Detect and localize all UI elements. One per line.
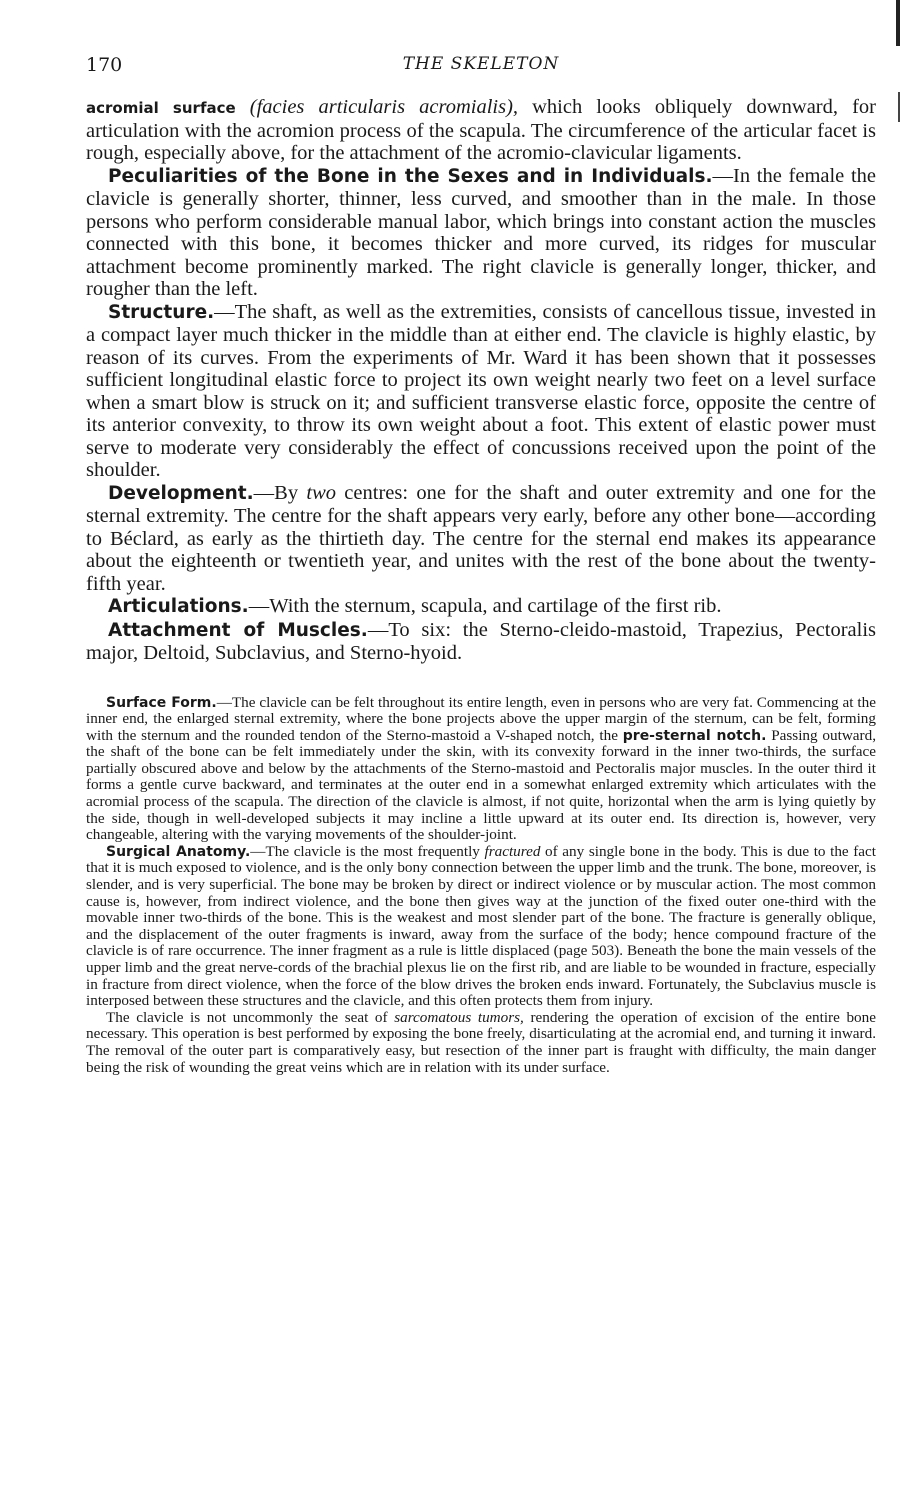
note-text: The clavicle is not uncommonly the seat of — [106, 1008, 395, 1026]
paragraph-structure — [86, 301, 876, 482]
paragraph-text: —With the sternum, scapula, and cartilage of the first rib. — [248, 595, 722, 617]
running-header — [86, 54, 876, 84]
paragraph-articulations — [86, 595, 876, 619]
paragraph-text: —By — [253, 481, 307, 504]
running-title: THE SKELETON — [402, 54, 560, 74]
section-heading: Development. — [108, 482, 254, 504]
page-edge-mark — [896, 0, 900, 46]
main-text — [86, 96, 876, 665]
note-text: —The clavicle can be felt throughout its entire length, even in persons who are very fat. Commencing at the inner end, the enlarged sternal extremity, where the bone projects above the upper margin of the sternum, can be felt, forming with the sternum and the rounded tendon of the Sterno-mastoid a V-shaped notch, the — [86, 693, 876, 744]
term-italic: two — [306, 481, 337, 504]
section-heading: Articulations. — [108, 596, 249, 617]
note-surface-form — [86, 695, 876, 844]
paragraph-text: —To six: the Sterno-cleido-mastoid, Trapezius, Pectoralis major, Deltoid, Subclavius, and Sterno-hyoid. — [86, 618, 876, 664]
paragraph-peculiarities — [86, 165, 876, 301]
note-text: of any single bone in the body. This is due to the fact that it is much exposed to violence, and is the only bony connection between the upper limb and the trunk. The bone, moreover, is slender, and is very superficial. The bone may be broken by direct or indirect violence or by muscular action. The most common cause is, however, from indirect violence, and the bone then gives way at the junction of the fixed outer one-third with the movable inner two-thirds of the bone. This is the weakest and most slender part of the bone. The fracture is generally oblique, and the displacement of the outer fragments is inward, away from the surface of the body; hence compound fracture of the clavicle is of rare occurrence. The inner fragment as a rule is little displaced (page 503). Beneath the bone the main vessels of the upper limb and the great nerve-cords of the brachial plexus lie on the first rib, and are liable to be wounded in fracture, especially in fracture from direct violence, when the force of the blow drives the broken ends inward. Fortunately, the Subclavius muscle is interposed between these structures and the clavicle, and this often protects them from injury. — [86, 842, 877, 1010]
note-surgical-anatomy — [86, 844, 876, 1010]
section-heading: Peculiarities of the Bone in the Sexes and in Individuals. — [108, 165, 713, 187]
note-sarcomatous-tumors — [86, 1010, 876, 1076]
note-text: rendering the operation of excision of the entire bone necessary. This operation is best performed by exposing the bone freely, disarticulating at the acromial end, and turning it inward. The removal of the outer part is comparatively easy, but resection of the inner part is fraught with difficulty, the main danger being the risk of wounding the great veins which are in relation with its under surface. — [86, 1008, 876, 1076]
paragraph-text: —In the female the clavicle is generally shorter, thinner, less curved, and smoother than in the male. In those persons who perform considerable manual labor, which brings into constant action the muscles connected with this bone, it becomes thicker and more curved, its ridges for muscular attachment become prominently marked. The right clavicle is generally longer, thicker, and rougher than the left. — [86, 164, 877, 300]
term-bold: pre-sternal notch. — [622, 727, 767, 744]
note-text: Passing outward, the shaft of the bone can be felt immediately under the skin, with its convexity forward in the inner two-thirds, the surface partially obscured above and below by the attachments of the Sterno-mastoid and Pectoralis major muscles. In the outer third it forms a gentle curve backward, and terminates at the outer end in a somewhat enlarged extremity which articulates with the acromial process of the scapula. The direction of the clavicle is almost, if not quite, horizontal when the arm is lying quietly by the side, though in well-developed subjects it may incline a little upward at its outer end. Its direction is, however, very changeable, altering with the varying movements of the shoulder-joint. — [86, 726, 876, 844]
note-text: —The clavicle is the most frequently — [250, 842, 485, 860]
notes-section — [86, 695, 876, 1077]
paragraph-text: which looks obliquely downward, for articulation with the acromion process of the scapula. The circumference of the articular facet is rough, especially above, for the attachment of the acromio-clavicular ligaments. — [86, 96, 876, 164]
section-heading: Attachment of Muscles. — [108, 619, 368, 641]
paragraph-acromial-surface — [86, 96, 876, 165]
page-number: 170 — [86, 54, 123, 76]
term-italic: fractured — [484, 842, 541, 860]
section-heading: Structure. — [108, 301, 215, 323]
paragraph-attachment — [86, 619, 876, 665]
note-heading: Surgical Anatomy. — [106, 843, 251, 860]
page — [86, 54, 876, 1076]
note-heading: Surface Form. — [106, 694, 217, 711]
paragraph-text: centres: one for the shaft and outer extremity and one for the sternal extremity. The centre for the shaft appears very early, before any other bone—according to Béclard, as early as the thirtieth day. The centre for the sternal end makes its appearance about the eighteenth or twentieth year, and unites with the rest of the bone about the twenty-fifth year. — [86, 481, 876, 595]
term-bold: acromial surface — [86, 99, 236, 117]
term-italic: (facies articularis acromialis), — [249, 96, 519, 118]
paragraph-text: —The shaft, as well as the extremities, consists of cancellous tissue, invested in a compact layer much thicker in the middle than at either end. The clavicle is highly elastic, by reason of its curves. From the experiments of Mr. Ward it has been shown that it possesses sufficient longitudinal elastic force to project its own weight nearly two feet on a level surface when a smart blow is struck on it; and sufficient transverse elastic force, opposite the centre of its anterior convexity, to throw its own weight about a foot. This extent of elastic power must serve to moderate very considerably the effect of concussions received upon the point of the shoulder. — [86, 300, 876, 481]
paragraph-development — [86, 482, 876, 596]
term-italic: sarcomatous tumors, — [394, 1008, 524, 1026]
